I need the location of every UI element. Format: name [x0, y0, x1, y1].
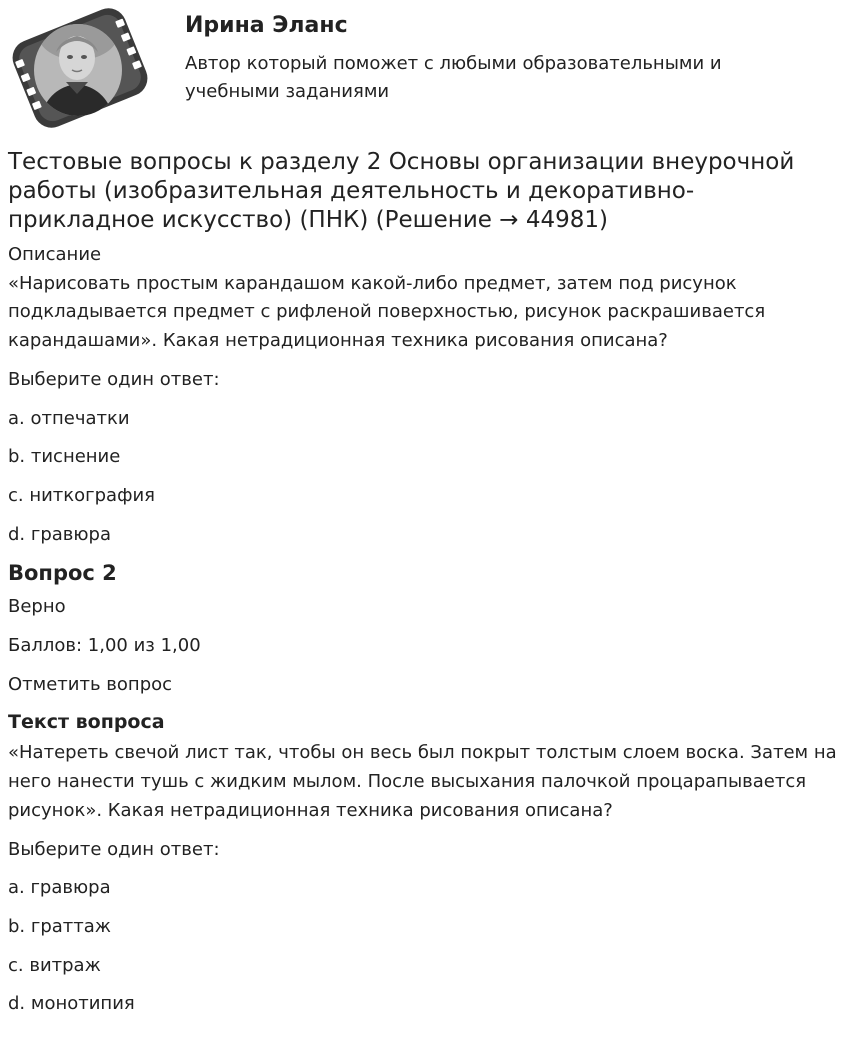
question-2-status: Верно — [8, 596, 66, 618]
question-2-text: «Натереть свечой лист так, чтобы он весь был покрыт толстым слоем воска. Затем на него нанести тушь с жидким мылом. После высыхания палочкой процарапывается рисунок». Какая нетрадиционная техника рисования описана? — [8, 742, 837, 821]
question-2-option-b: b. граттаж — [8, 915, 111, 937]
author-card — [8, 8, 838, 128]
question-1-option-b: b. тиснение — [8, 446, 121, 468]
question-2-option-d: d. монотипия — [8, 993, 135, 1015]
question-2-score: Баллов: 1,00 из 1,00 — [8, 635, 201, 657]
author-name[interactable]: Ирина Эланс — [185, 13, 348, 38]
question-1-option-a: a. отпечатки — [8, 407, 130, 429]
page-title: Тестовые вопросы к разделу 2 Основы организации внеурочной работы (изобразительная деятельность и декоративно-прикладное искусство) (ПНК) (Решение → 44981) — [8, 149, 795, 233]
question-2-option-c: c. витраж — [8, 954, 101, 976]
question-1-text: «Нарисовать простым карандашом какой-либо предмет, затем под рисунок подкладывается предмет с рифленой поверхностью, рисунок раскрашивается карандашами». Какая нетрадиционная техника рисования описана? — [8, 272, 766, 352]
question-2-text-label: Текст вопроса — [8, 711, 165, 734]
description-label: Описание — [8, 244, 102, 265]
question-1-option-d: d. гравюра — [8, 523, 111, 545]
question-1-prompt: Выберите один ответ: — [8, 368, 220, 390]
question-1-option-c: c. ниткография — [8, 484, 156, 506]
flag-question-link[interactable]: Отметить вопрос — [8, 673, 173, 695]
document-content — [8, 148, 840, 1029]
author-description: Автор который поможет с любыми образовательными и учебными заданиями — [185, 53, 722, 102]
question-2-option-a: a. гравюра — [8, 877, 111, 899]
author-avatar — [8, 8, 152, 128]
question-2-heading: Вопрос 2 — [8, 561, 117, 586]
question-2-prompt: Выберите один ответ: — [8, 838, 220, 860]
